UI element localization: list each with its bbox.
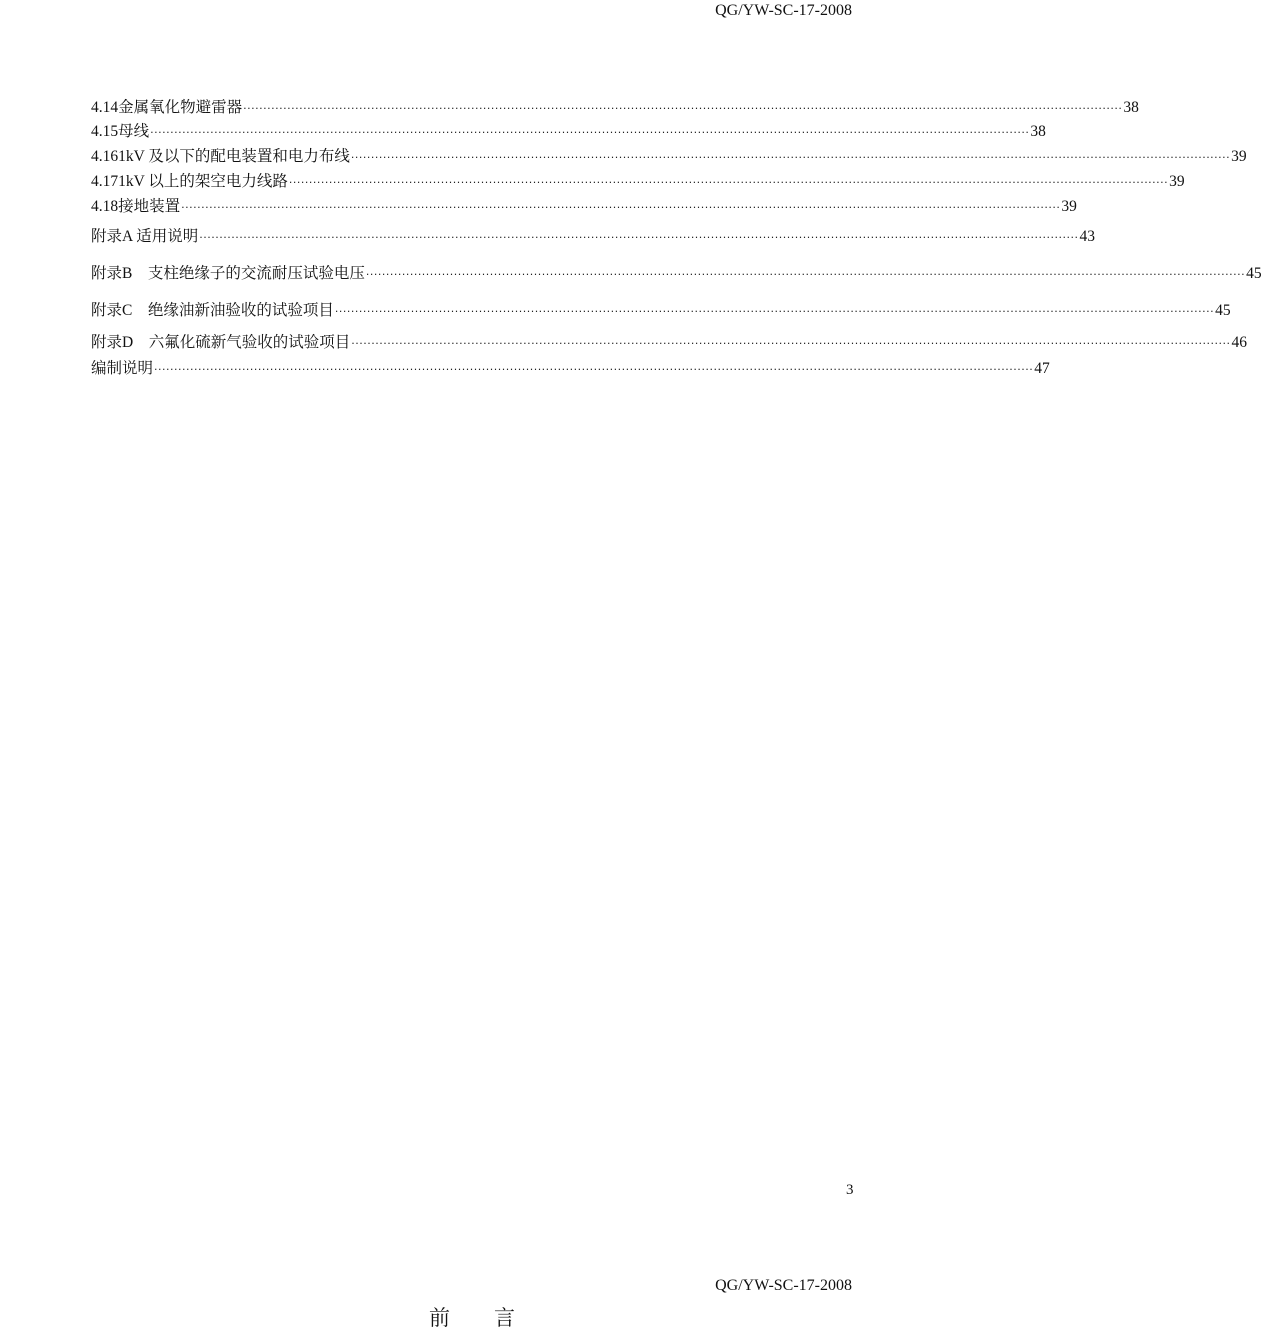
- toc-entry-number: 4.18: [91, 198, 119, 215]
- toc-entry-number: 附录: [91, 228, 123, 245]
- toc-dot-leader: ····························································································································································································································: [154, 363, 1034, 376]
- toc-entry[interactable]: [91, 96, 1139, 118]
- toc-entry-title: 编制说明: [91, 360, 154, 377]
- toc-entry-page: 47: [1034, 360, 1050, 377]
- toc-dot-leader: ····························································································································································································································: [288, 176, 1169, 189]
- toc-dot-leader: ····························································································································································································································: [181, 201, 1061, 214]
- toc-entry-title: 1kV 及以下的配电装置和电力布线: [118, 148, 350, 165]
- toc-entry-title: C 绝缘油新油验收的试验项目: [122, 302, 334, 319]
- toc-entry[interactable]: [91, 357, 1050, 379]
- toc-dot-leader: ····························································································································································································································: [334, 305, 1215, 318]
- document-code-header-next-page: QG/YW-SC-17-2008: [715, 1277, 852, 1294]
- toc-entry-page: 46: [1231, 334, 1247, 351]
- section-title-foreword: 前言: [429, 1306, 559, 1330]
- page-number: 3: [846, 1182, 854, 1198]
- toc-entry-page: 45: [1246, 265, 1262, 282]
- toc-entry-number: 4.16: [91, 148, 119, 165]
- toc-entry[interactable]: [91, 145, 1247, 167]
- toc-entry-page: 39: [1231, 148, 1247, 165]
- toc-entry-number: 4.15: [91, 123, 119, 140]
- toc-entry-title: 金属氧化物避雷器: [118, 99, 243, 116]
- toc-entry-title: 接地装置: [118, 198, 181, 215]
- toc-dot-leader: ····························································································································································································································: [150, 126, 1030, 139]
- toc-entry-page: 45: [1215, 302, 1231, 319]
- toc-entry-number: 附录: [91, 334, 123, 351]
- toc-entry-number: 4.14: [91, 99, 119, 116]
- toc-entry-page: 43: [1079, 228, 1095, 245]
- toc-entry[interactable]: [91, 195, 1077, 217]
- document-code-header: QG/YW-SC-17-2008: [715, 2, 852, 19]
- toc-dot-leader: ····························································································································································································································: [351, 337, 1231, 350]
- toc-entry-page: 38: [1030, 123, 1046, 140]
- toc-entry-page: 39: [1169, 173, 1185, 190]
- toc-entry-title: 1kV 以上的架空电力线路: [118, 173, 288, 190]
- toc-entry[interactable]: [91, 262, 1262, 284]
- toc-entry-number: 附录: [91, 265, 123, 282]
- toc-entry-page: 39: [1061, 198, 1077, 215]
- toc-entry-title: 母线: [118, 123, 150, 140]
- toc-entry-number: 4.17: [91, 173, 119, 190]
- toc-dot-leader: ····························································································································································································································: [365, 268, 1246, 281]
- toc-entry-title: D 六氟化硫新气验收的试验项目: [122, 334, 351, 351]
- toc-dot-leader: ····························································································································································································································: [243, 102, 1123, 115]
- toc-entry[interactable]: [91, 331, 1247, 353]
- toc-entry-page: 38: [1123, 99, 1139, 116]
- toc-entry[interactable]: [91, 299, 1231, 321]
- toc-entry[interactable]: [91, 120, 1046, 142]
- toc-entry-title: B 支柱绝缘子的交流耐压试验电压: [122, 265, 365, 282]
- toc-dot-leader: ····························································································································································································································: [350, 151, 1231, 164]
- toc-entry-number: 附录: [91, 302, 123, 319]
- toc-entry-title: A 适用说明: [122, 228, 199, 245]
- toc-dot-leader: ····························································································································································································································: [199, 231, 1079, 244]
- toc-entry[interactable]: [91, 225, 1095, 247]
- toc-entry[interactable]: [91, 170, 1185, 192]
